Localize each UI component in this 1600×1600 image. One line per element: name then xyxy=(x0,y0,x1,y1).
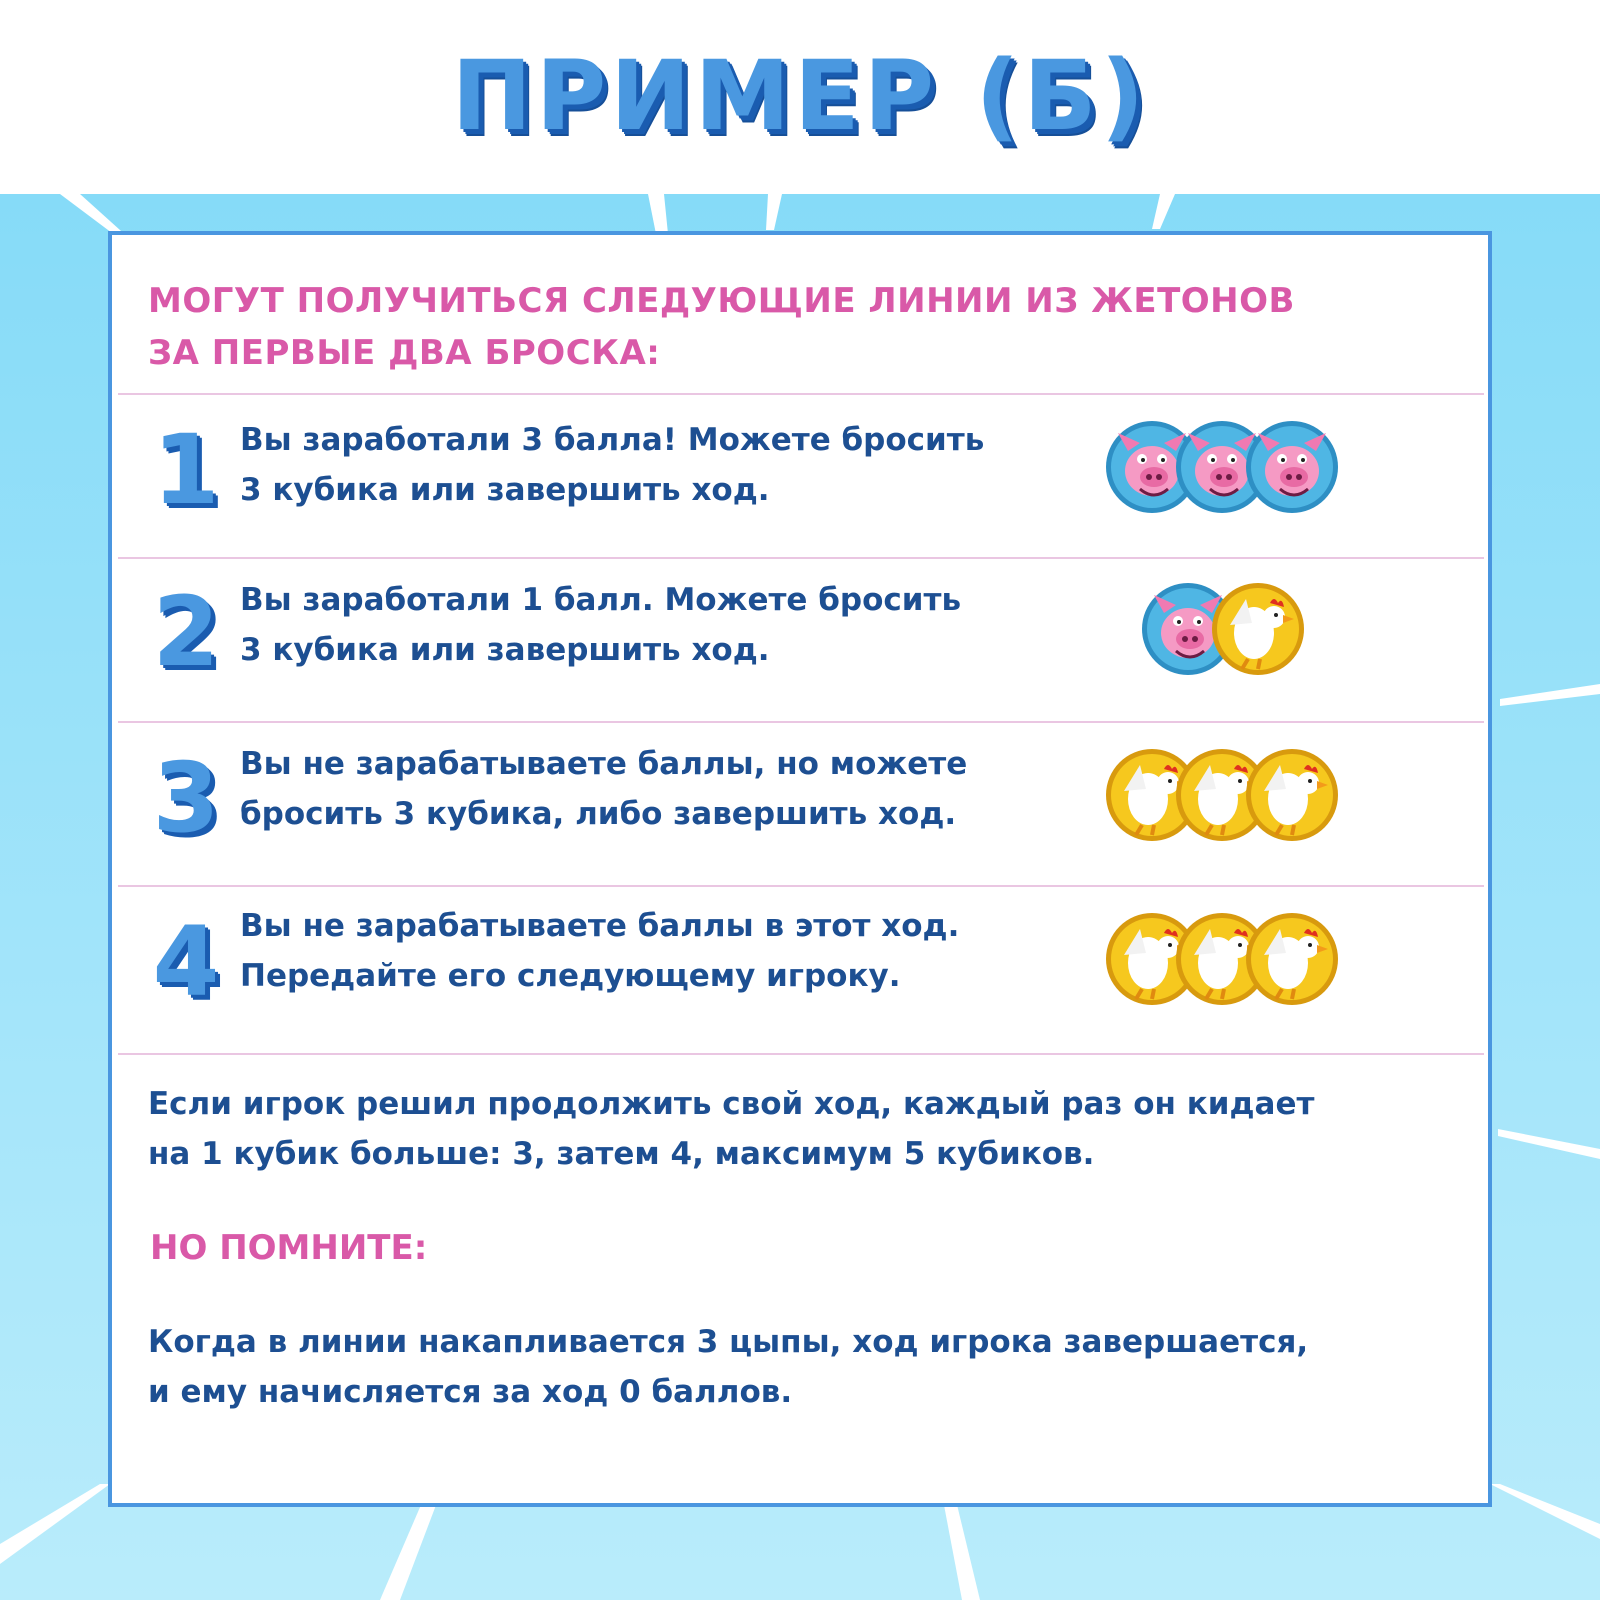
example-row-4 xyxy=(112,887,1492,1047)
intro-line-1: МОГУТ ПОЛУЧИТЬСЯ СЛЕДУЮЩИЕ ЛИНИИ ИЗ ЖЕТОНОВ xyxy=(148,281,1295,321)
remember-heading: НО ПОМНИТЕ: xyxy=(150,1228,428,1268)
row-number: 3 xyxy=(152,742,220,854)
remember-rule-line-2: и ему начисляется за ход 0 баллов. xyxy=(148,1374,793,1410)
row-description xyxy=(240,415,1100,515)
token-line xyxy=(1106,909,1346,1009)
example-row-1 xyxy=(112,395,1492,555)
row-text-line-2: Передайте его следующему игроку. xyxy=(240,958,901,994)
row-description xyxy=(240,901,1100,1001)
row-text-line-2: 3 кубика или завершить ход. xyxy=(240,472,770,508)
row-description xyxy=(240,739,1100,839)
continue-rule-line-2: на 1 кубик больше: 3, затем 4, максимум 5 кубиков. xyxy=(148,1136,1095,1172)
token-line xyxy=(1106,745,1346,845)
example-row-2 xyxy=(112,559,1492,719)
row-number: 2 xyxy=(152,576,220,688)
row-text-line-1: Вы не зарабатываете баллы, но можете xyxy=(240,746,968,782)
token-line xyxy=(1106,417,1346,517)
row-text-line-2: бросить 3 кубика, либо завершить ход. xyxy=(240,796,957,832)
row-text-line-2: 3 кубика или завершить ход. xyxy=(240,632,770,668)
pig-token xyxy=(1246,421,1338,513)
token-line xyxy=(1142,579,1312,679)
intro-heading xyxy=(148,275,1298,379)
row-description xyxy=(240,575,1100,675)
remember-rule xyxy=(148,1317,1388,1417)
continue-rule-line-1: Если игрок решил продолжить свой ход, каждый раз он кидает xyxy=(148,1086,1315,1122)
rules-card xyxy=(108,231,1492,1507)
continue-rule xyxy=(148,1079,1388,1179)
example-row-3 xyxy=(112,723,1492,883)
title-band xyxy=(0,0,1600,194)
row-number: 4 xyxy=(152,906,220,1018)
remember-rule-line-1: Когда в линии накапливается 3 цыпы, ход игрока завершается, xyxy=(148,1324,1309,1360)
chicken-token xyxy=(1246,749,1338,841)
row-number: 1 xyxy=(152,414,220,526)
row-text-line-1: Вы заработали 3 балла! Можете бросить xyxy=(240,422,985,458)
divider xyxy=(118,1053,1484,1055)
intro-line-2: ЗА ПЕРВЫЕ ДВА БРОСКА: xyxy=(148,333,661,373)
chicken-token xyxy=(1212,583,1304,675)
page-title: ПРИМЕР (Б) xyxy=(451,40,1149,152)
row-text-line-1: Вы заработали 1 балл. Можете бросить xyxy=(240,582,962,618)
row-text-line-1: Вы не зарабатываете баллы в этот ход. xyxy=(240,908,960,944)
chicken-token xyxy=(1246,913,1338,1005)
